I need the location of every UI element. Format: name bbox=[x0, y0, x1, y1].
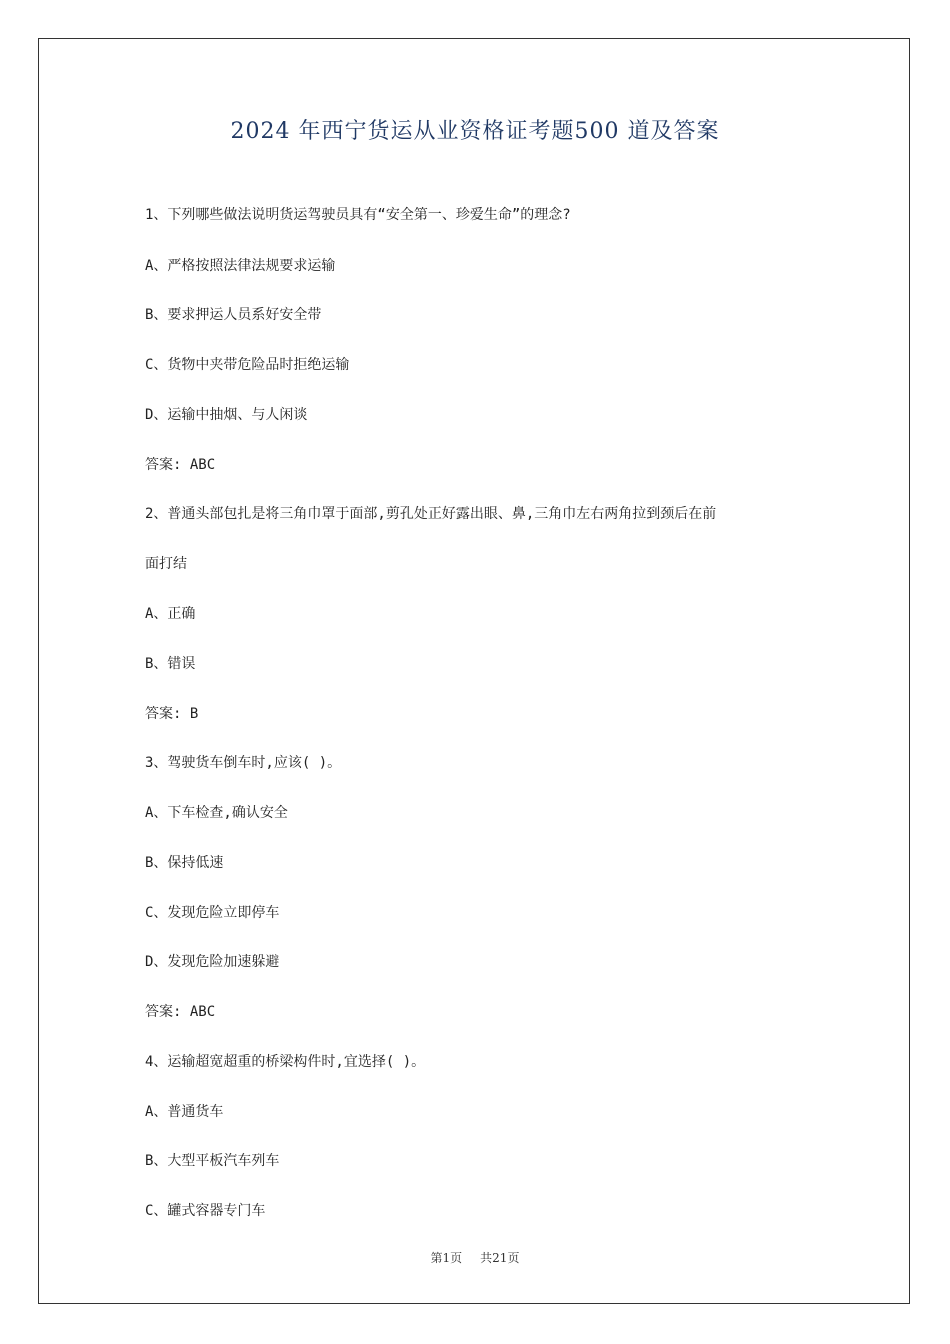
question-1: 1、下列哪些做法说明货运驾驶员具有“安全第一、珍爱生命”的理念? bbox=[145, 207, 571, 223]
option-1b: B、要求押运人员系好安全带 bbox=[145, 307, 322, 323]
option-3a: A、下车检查,确认安全 bbox=[145, 805, 288, 821]
option-2b: B、错误 bbox=[145, 656, 196, 672]
answer-1: 答案: ABC bbox=[145, 457, 216, 473]
question-4: 4、运输超宽超重的桥梁构件时,宜选择( )。 bbox=[145, 1054, 426, 1070]
option-4a: A、普通货车 bbox=[145, 1104, 224, 1120]
page-number: 第1页 bbox=[430, 1251, 463, 1265]
option-4b: B、大型平板汽车列车 bbox=[145, 1153, 280, 1169]
option-3d: D、发现危险加速躲避 bbox=[145, 954, 280, 970]
option-2a: A、正确 bbox=[145, 606, 196, 622]
answer-2: 答案: B bbox=[145, 706, 199, 722]
option-4c: C、罐式容器专门车 bbox=[145, 1203, 266, 1219]
page-footer bbox=[0, 1249, 950, 1266]
option-1d: D、运输中抽烟、与人闲谈 bbox=[145, 407, 308, 423]
page-total: 共21页 bbox=[480, 1251, 520, 1265]
question-3: 3、驾驶货车倒车时,应该( )。 bbox=[145, 755, 342, 771]
question-2: 2、普通头部包扎是将三角巾罩于面部,剪孔处正好露出眼、鼻,三角巾左右两角拉到颈后在前 bbox=[145, 506, 717, 522]
option-3c: C、发现危险立即停车 bbox=[145, 905, 280, 921]
document-title: 2024 年西宁货运从业资格证考题500 道及答案 bbox=[230, 119, 720, 144]
option-3b: B、保持低速 bbox=[145, 855, 224, 871]
option-1a: A、严格按照法律法规要求运输 bbox=[145, 258, 336, 274]
option-1c: C、货物中夹带危险品时拒绝运输 bbox=[145, 357, 350, 373]
answer-3: 答案: ABC bbox=[145, 1004, 216, 1020]
question-2-cont: 面打结 bbox=[145, 556, 187, 572]
